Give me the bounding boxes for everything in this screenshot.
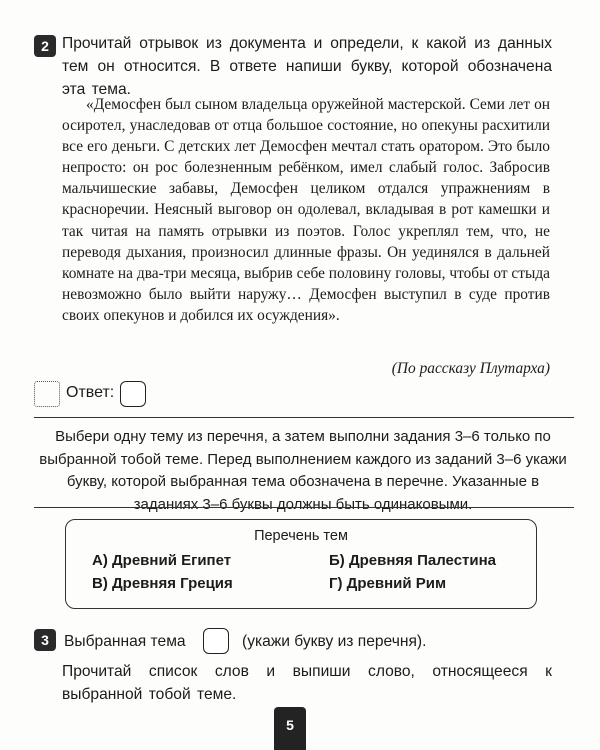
task-2-number: 2	[34, 35, 56, 57]
excerpt-source: (По рассказу Плутарха)	[391, 360, 550, 377]
task-3-hint: (укажи букву из перечня).	[242, 633, 427, 650]
answer-label: Ответ:	[66, 384, 115, 401]
theme-option-v: В) Древняя Греция	[92, 575, 233, 592]
theme-option-b: Б) Древняя Палестина	[329, 552, 496, 569]
choose-theme-instruction: Выбери одну тему из перечня, а затем выполни задания 3–6 только по выбранной тобой теме. Перед выполнением каждого из заданий 3–6 укажи букву, которой выбранная тема обозначена в перечне. Указанные в заданиях 3–6 буквы должны быть одинаковыми.	[39, 428, 567, 513]
section-divider-top	[34, 417, 574, 418]
theme-option-g: Г) Древний Рим	[329, 575, 447, 592]
section-divider-bottom	[34, 507, 574, 508]
task-3-number: 3	[34, 629, 56, 651]
page-number: 5	[274, 707, 306, 750]
task-3-label: Выбранная тема	[64, 633, 186, 650]
theme-list-title: Перечень тем	[254, 528, 348, 544]
theme-option-a: А) Древний Египет	[92, 552, 232, 569]
task-2-answer-input[interactable]	[120, 381, 146, 407]
task-3-theme-letter-input[interactable]	[203, 628, 229, 654]
theme-list	[65, 519, 537, 609]
task-2-instruction: Прочитай отрывок из документа и определи, к какой из данных тем он относится. В ответе напиши букву, которой обозначена эта тема.	[62, 35, 552, 98]
document-excerpt: «Демосфен был сыном владельца оружейной мастерской. Семи лет он осиротел, унаследовав от отца большое состояние, но опекуны расхитили все его деньги. С детских лет Демосфен мечтал стать оратором. Это было непросто: он рос болезненным ребёнком, имел слабый голос. Забросив мальчишеские забавы, Демосфен целиком отдался упражнениям в красноречии. Неясный выговор он одолевал, вкладывая в рот камешки и так читая на память отрывки из поэтов. Голос укреплял тем, что, не переводя дыхания, произносил длинные фразы. Он уединялся в дальней комнате на два-три месяца, выбрив себе половину головы, чтобы от стыда невозможно было выйти наружу… Демосфен выступил в суде против своих опекунов и добился их осуждения».	[62, 96, 550, 324]
task-3-instruction: Прочитай список слов и выпиши слово, относящееся к выбранной тобой теме.	[62, 663, 552, 703]
score-box	[34, 381, 60, 407]
